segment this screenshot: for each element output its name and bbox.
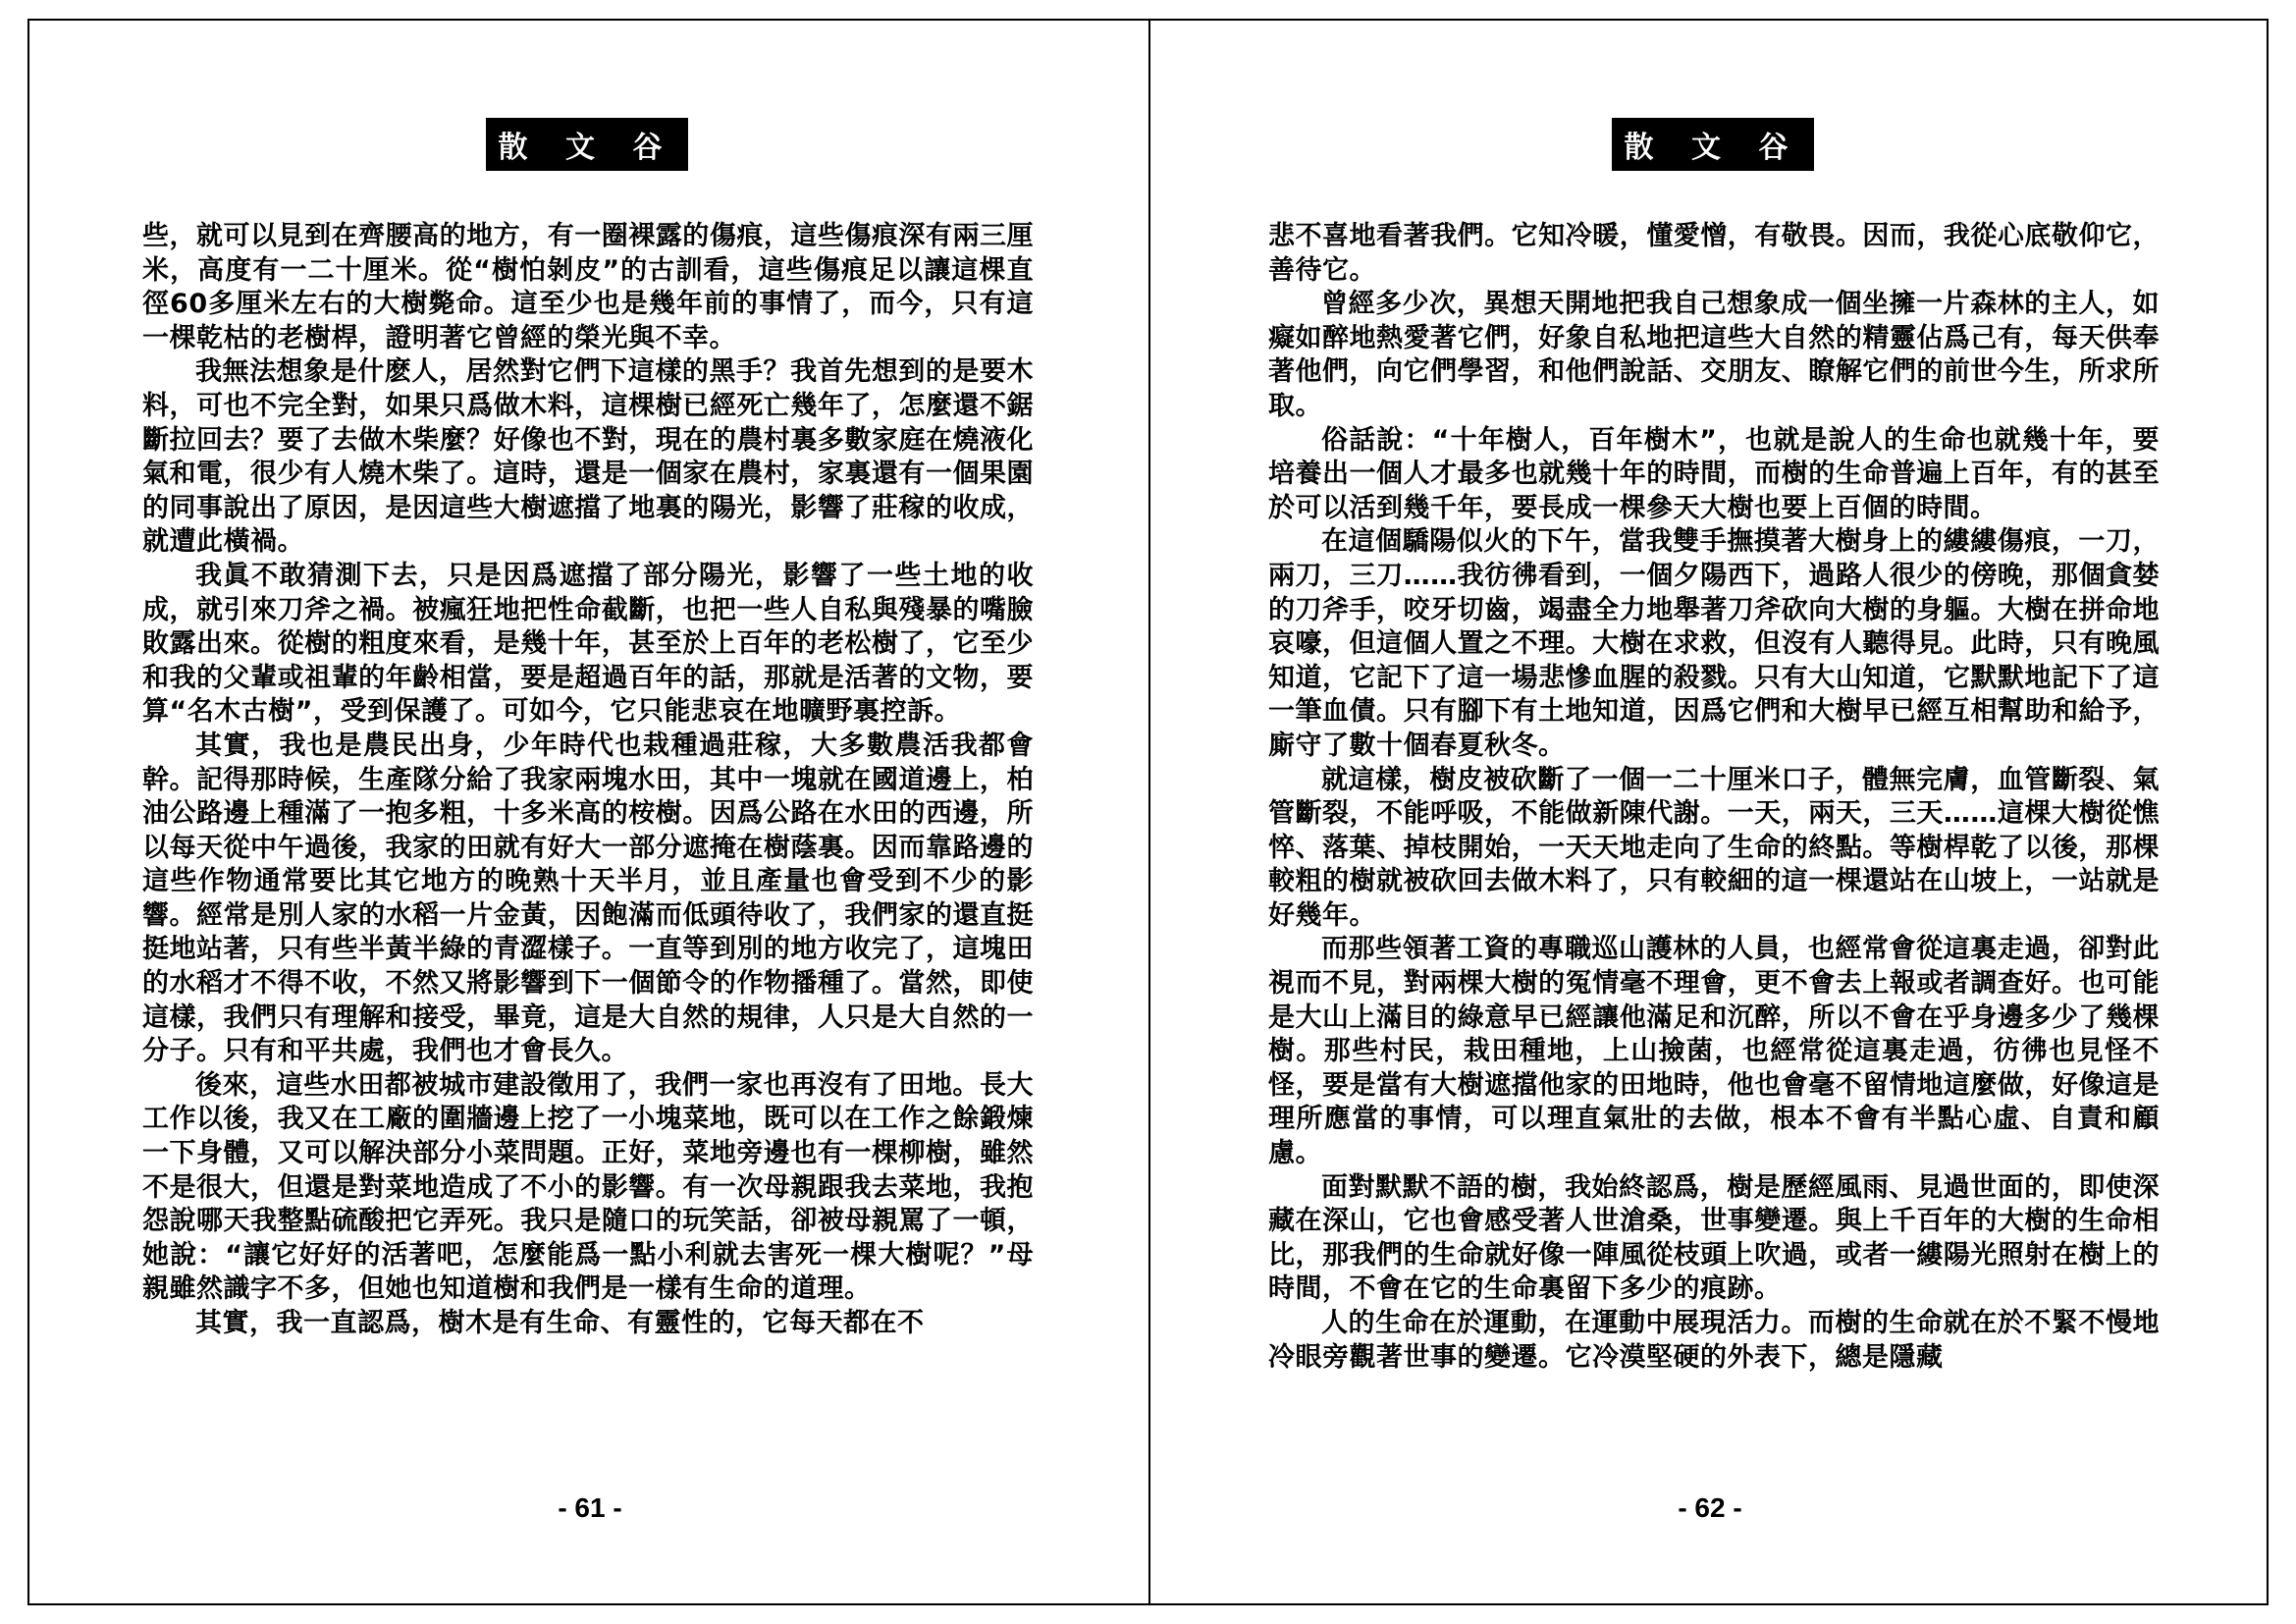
paragraph: 就這樣，樹皮被砍斷了一個一二十厘米口子，體無完膚，血管斷裂、氣管斷裂，不能呼吸，不能做新陳代謝。一天，兩天，三天……這棵大樹從憔悴、落葉、掉枝開始，一天天地走向了生命的終點。等樹桿乾了以後，那棵較粗的樹就被砍回去做木料了，只有較細的這一棵還站在山坡上，一站就是好幾年。 xyxy=(1268,764,2160,931)
paragraph: 在這個驕陽似火的下午，當我雙手撫摸著大樹身上的縷縷傷痕，一刀，兩刀，三刀……我彷彿看到，一個夕陽西下，過路人很少的傍晚，那個貪婪的刀斧手，咬牙切齒，竭盡全力地舉著刀斧砍向大樹的身軀。大樹在拼命地哀嚎，但這個人置之不理。大樹在求救，但沒有人聽得見。此時，只有晚風知道，它記下了這一場悲慘血腥的殺戮。只有大山知道，它默默地記下了這一筆血債。只有腳下有土地知道，因爲它們和大樹早已經互相幫助和給予，廝守了數十個春夏秋冬。 xyxy=(1268,526,2160,761)
paragraph: 人的生命在於運動，在運動中展現活力。而樹的生命就在於不緊不慢地冷眼旁觀著世事的變遷。它冷漠堅硬的外表下，總是隱藏 xyxy=(1268,1308,2160,1373)
section-header: 散 文 谷 xyxy=(486,118,688,171)
page-number: - 62 - xyxy=(1678,1492,1742,1523)
paragraph: 其實，我也是農民出身，少年時代也栽種過莊稼，大多數農活我都會幹。記得那時候，生產隊分給了我家兩塊水田，其中一塊就在國道邊上，柏油公路邊上種滿了一抱多粗，十多米高的桉樹。因爲公路在水田的西邊，所以每天從中午過後，我家的田就有好大一部分遮掩在樹蔭裏。因而靠路邊的這些作物通常要比其它地方的晚熟十天半月，並且產量也會受到不少的影響。經常是別人家的水稻一片金黃，因飽滿而低頭待收了，我們家的還直挺挺地站著，只有些半黃半綠的青澀樣子。一直等到別的地方收完了，這塊田的水稻才不得不收，不然又將影響到下一個節令的作物播種了。當然，即使這樣，我們只有理解和接受，畢竟，這是大自然的規律，人只是大自然的一分子。只有和平共處，我們也才會長久。 xyxy=(142,730,1034,1067)
paragraph: 俗話說：“十年樹人，百年樹木”，也就是說人的生命也就幾十年，要培養出一個人才最多也就幾十年的時間，而樹的生命普遍上百年，有的甚至於可以活到幾千年，要長成一棵參天大樹也要上百個的時間。 xyxy=(1268,424,2160,523)
right-page xyxy=(1150,19,2271,1605)
paragraph: 面對默默不語的樹，我始終認爲，樹是歷經風雨、見過世面的，即使深藏在深山，它也會感受著人世滄桑，世事變遷。與上千百年的大樹的生命相比，那我們的生命就好像一陣風從枝頭上吹過，或者一縷陽光照射在樹上的時間，不會在它的生命裏留下多少的痕跡。 xyxy=(1268,1171,2160,1305)
paragraph: 我眞不敢猜測下去，只是因爲遮擋了部分陽光，影響了一些土地的收成，就引來刀斧之禍。被瘋狂地把性命截斷，也把一些人自私與殘暴的嘴臉敗露出來。從樹的粗度來看，是幾十年，甚至於上百年的老松樹了，它至少和我的父輩或祖輩的年齡相當，要是超過百年的話，那就是活著的文物，要算“名木古樹”，受到保護了。可如今，它只能悲哀在地曠野裏控訴。 xyxy=(142,560,1034,728)
paragraph: 我無法想象是什麽人，居然對它們下這樣的黑手？我首先想到的是要木料，可也不完全對，如果只爲做木料，這棵樹已經死亡幾年了，怎麼還不鋸斷拉回去？要了去做木柴麼？好像也不對，現在的農村裏多數家庭在燒液化氣和電，很少有人燒木柴了。這時，還是一個家在農村，家裏還有一個果園的同事說出了原因，是因這些大樹遮擋了地裏的陽光，影響了莊稼的收成，就遭此橫禍。 xyxy=(142,356,1034,558)
paragraph: 些，就可以見到在齊腰高的地方，有一圈裸露的傷痕，這些傷痕深有兩三厘米，高度有一二十厘米。從“樹怕剝皮”的古訓看，這些傷痕足以讓這棵直徑60多厘米左右的大樹斃命。這至少也是幾年前的事情了，而今，只有這一棵乾枯的老樹桿，證明著它曾經的榮光與不幸。 xyxy=(142,221,1034,353)
paragraph: 悲不喜地看著我們。它知冷暖，懂愛憎，有敬畏。因而，我從心底敬仰它，善待它。 xyxy=(1268,221,2160,286)
section-header: 散 文 谷 xyxy=(1612,118,1814,171)
paragraph: 後來，這些水田都被城市建設徵用了，我們一家也再沒有了田地。長大工作以後，我又在工廠的圍牆邊上挖了一小塊菜地，既可以在工作之餘鍛煉一下身體，又可以解決部分小菜問題。正好，菜地旁邊也有一棵柳樹，雖然不是很大，但還是對菜地造成了不小的影響。有一次母親跟我去菜地，我抱怨說哪天我整點硫酸把它弄死。我只是隨口的玩笑話，卻被母親罵了一頓，她說：“讓它好好的活著吧，怎麼能爲一點小利就去害死一棵大樹呢？”母親雖然識字不多，但她也知道樹和我們是一樣有生命的道理。 xyxy=(142,1069,1034,1305)
paragraph: 曾經多少次，異想天開地把我自己想象成一個坐擁一片森林的主人，如癡如醉地熱愛著它們，好象自私地把這些大自然的精靈佔爲己有，每天供奉著他們，向它們學習，和他們說話、交朋友、瞭解它們的前世今生，所求所取。 xyxy=(1268,289,2160,421)
paragraph: 而那些領著工資的專職巡山護林的人員，也經常會從這裏走過，卻對此視而不見，對兩棵大樹的冤情毫不理會，更不會去上報或者調查好。也可能是大山上滿目的綠意早已經讓他滿足和沉醉，所以不會在乎身邊多少了幾棵樹。那些村民，栽田種地，上山撿菌，也經常從這裏走過，彷彿也見怪不怪，要是當有大樹遮擋他家的田地時，他也會毫不留情地這麼做，好像這是理所應當的事情，可以理直氣壯的去做，根本不會有半點心虛、自責和顧慮。 xyxy=(1268,934,2160,1169)
paragraph: 其實，我一直認爲，樹木是有生命、有靈性的，它每天都在不 xyxy=(195,1308,925,1338)
left-page xyxy=(27,19,1148,1605)
body-text xyxy=(1268,220,2160,1375)
body-text xyxy=(142,220,1034,1341)
page-number: - 61 - xyxy=(558,1492,622,1523)
